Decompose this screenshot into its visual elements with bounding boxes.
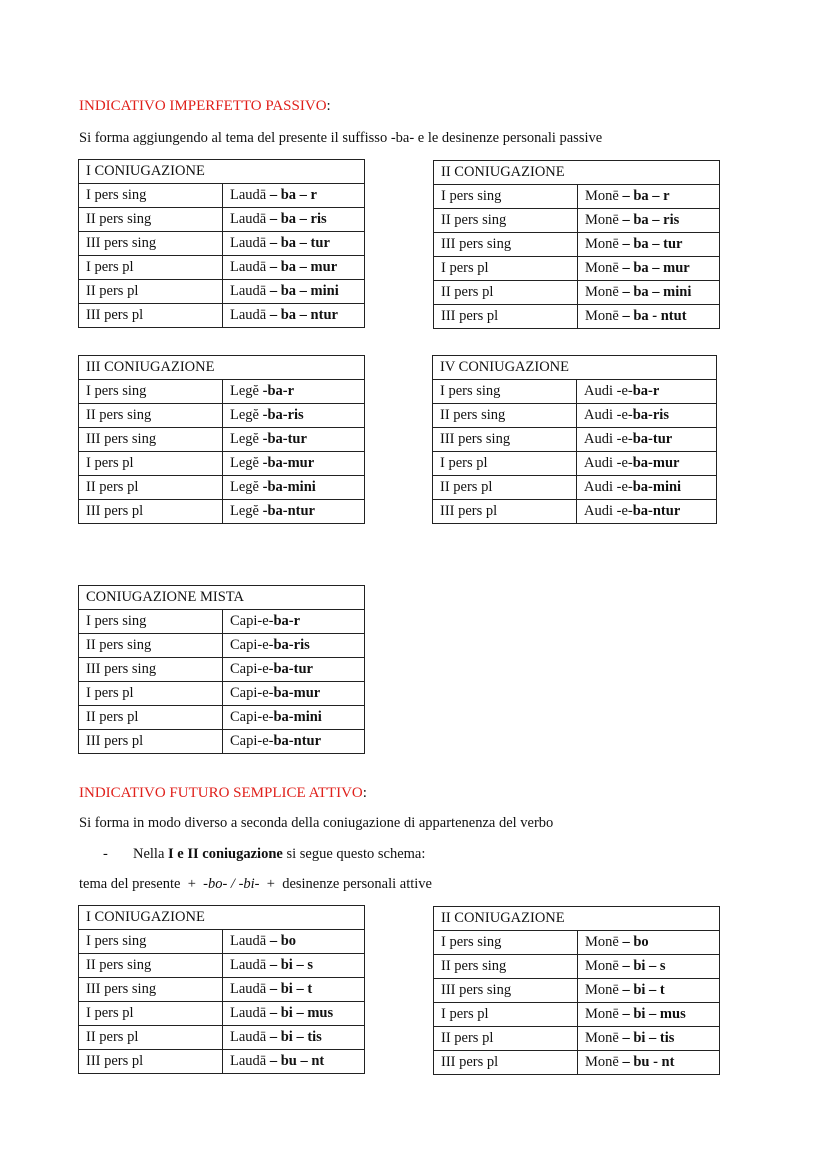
table-row xyxy=(434,305,720,329)
stem-text: Capi-e- xyxy=(230,613,274,629)
bullet-post: si segue questo schema: xyxy=(282,846,426,862)
ending-text: – ba – r xyxy=(266,187,317,203)
form-cell xyxy=(223,706,365,730)
ending-text: -ba-ntur xyxy=(262,503,315,519)
table-row xyxy=(434,1003,720,1027)
table-header-row xyxy=(79,586,365,610)
stem-text: Audi -e- xyxy=(584,407,633,423)
table-row xyxy=(79,208,365,232)
form-cell xyxy=(578,305,720,329)
ending-text: – ba – mur xyxy=(266,259,338,275)
table-header-row xyxy=(434,161,720,185)
ending-text: ba-r xyxy=(632,383,660,399)
ending-text: – bu - nt xyxy=(618,1054,675,1070)
person-cell: III pers sing xyxy=(434,979,578,1003)
person-cell: III pers pl xyxy=(434,1051,578,1075)
person-cell: II pers sing xyxy=(79,208,223,232)
ending-text: ba-ris xyxy=(273,637,310,653)
form-cell xyxy=(223,380,365,404)
table-row xyxy=(434,185,720,209)
scheme-b: -bo- / -bi- xyxy=(203,876,260,892)
person-cell: I pers pl xyxy=(434,257,578,281)
ending-text: ba-tur xyxy=(273,661,313,677)
form-cell xyxy=(223,184,365,208)
ending-text: – bo xyxy=(618,934,649,950)
table-title: III CONIUGAZIONE xyxy=(79,356,365,380)
form-cell xyxy=(223,978,365,1002)
stem-text: Monē xyxy=(585,260,619,276)
ending-text: ba-mini xyxy=(273,709,322,725)
table-row xyxy=(434,281,720,305)
stem-text: Monē xyxy=(585,308,619,324)
person-cell: I pers sing xyxy=(79,184,223,208)
scheme-c: + desinenze personali attive xyxy=(259,876,432,892)
table-row xyxy=(79,1050,365,1074)
table-row xyxy=(79,954,365,978)
futuro-table-2 xyxy=(433,906,720,1075)
stem-text: Monē xyxy=(585,212,619,228)
person-cell: III pers sing xyxy=(433,428,577,452)
form-cell xyxy=(577,500,717,524)
table-row xyxy=(434,1051,720,1075)
section2-heading-text: INDICATIVO FUTURO SEMPLICE ATTIVO xyxy=(79,785,363,801)
bullet-dash: - xyxy=(103,846,108,862)
person-cell: III pers pl xyxy=(433,500,577,524)
form-cell xyxy=(223,208,365,232)
ending-text: – ba - ntut xyxy=(618,308,687,324)
form-cell xyxy=(223,682,365,706)
table-row xyxy=(79,730,365,754)
table-row xyxy=(433,428,717,452)
form-cell xyxy=(223,634,365,658)
form-cell xyxy=(577,404,717,428)
ending-text: – bi – tis xyxy=(618,1030,675,1046)
table-row xyxy=(433,476,717,500)
table-row xyxy=(434,209,720,233)
form-cell xyxy=(223,1002,365,1026)
table-title: I CONIUGAZIONE xyxy=(79,160,365,184)
table-header-row xyxy=(79,160,365,184)
form-cell xyxy=(578,233,720,257)
stem-text: Monē xyxy=(585,1054,619,1070)
table-row xyxy=(79,476,365,500)
stem-text: Laudā xyxy=(230,235,267,251)
person-cell: II pers pl xyxy=(79,1026,223,1050)
person-cell: I pers sing xyxy=(79,930,223,954)
section2-description: Si forma in modo diverso a seconda della coniugazione di appartenenza del verbo xyxy=(79,815,554,831)
stem-text: Laudā xyxy=(230,187,267,203)
table-title: II CONIUGAZIONE xyxy=(434,161,720,185)
ending-text: ba-r xyxy=(273,613,301,629)
table-row xyxy=(434,257,720,281)
ending-text: ba-mur xyxy=(273,685,321,701)
person-cell: III pers pl xyxy=(79,304,223,328)
ending-text: – ba – r xyxy=(618,188,670,204)
table-row xyxy=(79,232,365,256)
person-cell: II pers pl xyxy=(79,280,223,304)
form-cell xyxy=(223,610,365,634)
table-row xyxy=(79,304,365,328)
stem-text: Monē xyxy=(585,1030,619,1046)
table-title: II CONIUGAZIONE xyxy=(434,907,720,931)
form-cell xyxy=(578,979,720,1003)
ending-text: -ba-tur xyxy=(262,431,307,447)
ending-text: – ba – ntur xyxy=(266,307,338,323)
stem-text: Laudā xyxy=(230,211,267,227)
person-cell: I pers pl xyxy=(79,682,223,706)
person-cell: I pers pl xyxy=(434,1003,578,1027)
ending-text: – ba – ris xyxy=(266,211,327,227)
form-cell xyxy=(577,452,717,476)
futuro-table-1 xyxy=(78,905,365,1074)
form-cell xyxy=(223,954,365,978)
stem-text: Legĕ xyxy=(230,407,263,423)
stem-text: Audi -e- xyxy=(584,503,633,519)
stem-text: Capi-e- xyxy=(230,709,274,725)
table-row xyxy=(79,930,365,954)
ending-text: ba-mini xyxy=(632,479,682,495)
stem-text: Audi -e- xyxy=(584,455,633,471)
ending-text: – ba – tur xyxy=(266,235,330,251)
form-cell xyxy=(578,209,720,233)
stem-text: Audi -e- xyxy=(584,479,633,495)
stem-text: Capi-e- xyxy=(230,637,274,653)
ending-text: – bi – s xyxy=(618,958,666,974)
form-cell xyxy=(223,1050,365,1074)
ending-text: ba-ris xyxy=(632,407,669,423)
person-cell: II pers sing xyxy=(79,634,223,658)
imperf-table-3 xyxy=(78,355,365,524)
person-cell: III pers sing xyxy=(79,978,223,1002)
form-cell xyxy=(578,185,720,209)
table-row xyxy=(79,610,365,634)
scheme-a: tema del presente + xyxy=(79,876,204,892)
ending-text: – bi – mus xyxy=(618,1006,686,1022)
stem-text: Capi-e- xyxy=(230,685,274,701)
stem-text: Monē xyxy=(585,284,619,300)
person-cell: II pers pl xyxy=(79,706,223,730)
person-cell: III pers sing xyxy=(79,232,223,256)
person-cell: I pers sing xyxy=(434,931,578,955)
ending-text: – bi – t xyxy=(266,981,313,997)
stem-text: Laudā xyxy=(230,981,267,997)
table-row xyxy=(79,452,365,476)
bullet-item xyxy=(103,846,425,863)
person-cell: III pers pl xyxy=(79,1050,223,1074)
ending-text: – bi – s xyxy=(266,957,313,973)
person-cell: II pers pl xyxy=(79,476,223,500)
form-cell xyxy=(577,476,717,500)
table-row xyxy=(79,682,365,706)
ending-text: – ba – mini xyxy=(266,283,339,299)
table-row xyxy=(79,978,365,1002)
person-cell: III pers pl xyxy=(434,305,578,329)
person-cell: I pers pl xyxy=(79,1002,223,1026)
form-cell xyxy=(223,476,365,500)
ending-text: ba-ntur xyxy=(273,733,322,749)
ending-text: – bi – mus xyxy=(266,1005,334,1021)
table-header-row xyxy=(434,907,720,931)
stem-text: Capi-e- xyxy=(230,661,274,677)
scheme-line xyxy=(79,876,432,893)
stem-text: Laudā xyxy=(230,1005,267,1021)
ending-text: ba-ntur xyxy=(632,503,681,519)
bullet-pre: Nella xyxy=(133,846,169,862)
section2-heading-colon: : xyxy=(362,785,367,801)
table-title: IV CONIUGAZIONE xyxy=(433,356,717,380)
person-cell: II pers sing xyxy=(434,209,578,233)
form-cell xyxy=(578,281,720,305)
ending-text: – ba – tur xyxy=(618,236,683,252)
stem-text: Audi -e- xyxy=(584,383,633,399)
ending-text: -ba-r xyxy=(262,383,295,399)
table-row xyxy=(434,233,720,257)
stem-text: Audi -e- xyxy=(584,431,633,447)
person-cell: III pers sing xyxy=(434,233,578,257)
table-row xyxy=(433,452,717,476)
form-cell xyxy=(223,428,365,452)
ending-text: ba-mur xyxy=(632,455,680,471)
section2-heading xyxy=(79,785,367,802)
table-row xyxy=(79,1002,365,1026)
stem-text: Legĕ xyxy=(230,383,263,399)
imperf-table-1 xyxy=(78,159,365,328)
person-cell: I pers pl xyxy=(79,452,223,476)
person-cell: I pers pl xyxy=(79,256,223,280)
form-cell xyxy=(578,955,720,979)
stem-text: Monē xyxy=(585,188,619,204)
section1-heading xyxy=(79,98,331,115)
ending-text: – bo xyxy=(266,933,297,949)
form-cell xyxy=(577,380,717,404)
stem-text: Laudā xyxy=(230,933,267,949)
ending-text: – bi – tis xyxy=(266,1029,322,1045)
stem-text: Monē xyxy=(585,934,619,950)
person-cell: III pers sing xyxy=(79,428,223,452)
form-cell xyxy=(223,658,365,682)
form-cell xyxy=(223,404,365,428)
table-row xyxy=(79,706,365,730)
form-cell xyxy=(578,1027,720,1051)
person-cell: I pers sing xyxy=(79,610,223,634)
table-title: CONIUGAZIONE MISTA xyxy=(79,586,365,610)
person-cell: I pers sing xyxy=(433,380,577,404)
table-row xyxy=(79,428,365,452)
stem-text: Monē xyxy=(585,982,619,998)
form-cell xyxy=(223,930,365,954)
table-row xyxy=(79,500,365,524)
table-row xyxy=(79,1026,365,1050)
ending-text: – ba – mini xyxy=(618,284,692,300)
imperf-table-2 xyxy=(433,160,720,329)
table-row xyxy=(79,404,365,428)
stem-text: Legĕ xyxy=(230,455,263,471)
form-cell xyxy=(578,1003,720,1027)
form-cell xyxy=(223,280,365,304)
ending-text: – ba – ris xyxy=(618,212,680,228)
stem-text: Monē xyxy=(585,958,619,974)
ending-text: -ba-mini xyxy=(262,479,316,495)
person-cell: I pers pl xyxy=(433,452,577,476)
stem-text: Laudā xyxy=(230,283,267,299)
person-cell: II pers pl xyxy=(433,476,577,500)
form-cell xyxy=(223,452,365,476)
stem-text: Monē xyxy=(585,236,619,252)
section1-heading-colon: : xyxy=(326,98,331,114)
table-row xyxy=(433,404,717,428)
person-cell: II pers sing xyxy=(79,954,223,978)
table-header-row xyxy=(79,356,365,380)
ending-text: -ba-ris xyxy=(262,407,304,423)
form-cell xyxy=(223,256,365,280)
table-row xyxy=(434,979,720,1003)
stem-text: Legĕ xyxy=(230,479,263,495)
table-row xyxy=(434,931,720,955)
table-row xyxy=(434,1027,720,1051)
imperf-table-mista xyxy=(78,585,365,754)
stem-text: Laudā xyxy=(230,1029,267,1045)
stem-text: Legĕ xyxy=(230,431,263,447)
table-row xyxy=(79,658,365,682)
stem-text: Legĕ xyxy=(230,503,263,519)
ending-text: – bu – nt xyxy=(266,1053,325,1069)
person-cell: I pers sing xyxy=(434,185,578,209)
form-cell xyxy=(578,257,720,281)
table-title: I CONIUGAZIONE xyxy=(79,906,365,930)
table-row xyxy=(79,184,365,208)
section1-description: Si forma aggiungendo al tema del presente il suffisso -ba- e le desinenze personali passive xyxy=(79,130,603,146)
table-row xyxy=(79,380,365,404)
person-cell: II pers sing xyxy=(79,404,223,428)
table-header-row xyxy=(433,356,717,380)
stem-text: Capi-e- xyxy=(230,733,274,749)
person-cell: III pers pl xyxy=(79,500,223,524)
stem-text: Laudā xyxy=(230,1053,267,1069)
form-cell xyxy=(578,1051,720,1075)
ending-text: ba-tur xyxy=(632,431,673,447)
stem-text: Laudā xyxy=(230,259,267,275)
stem-text: Monē xyxy=(585,1006,619,1022)
form-cell xyxy=(223,730,365,754)
table-row xyxy=(79,280,365,304)
table-row xyxy=(434,955,720,979)
form-cell xyxy=(223,500,365,524)
table-header-row xyxy=(79,906,365,930)
table-row xyxy=(433,500,717,524)
ending-text: – bi – t xyxy=(618,982,665,998)
table-row xyxy=(79,256,365,280)
person-cell: II pers pl xyxy=(434,281,578,305)
person-cell: I pers sing xyxy=(79,380,223,404)
form-cell xyxy=(223,304,365,328)
person-cell: II pers sing xyxy=(433,404,577,428)
ending-text: – ba – mur xyxy=(618,260,690,276)
bullet-bold: I e II coniugazione xyxy=(168,846,283,862)
stem-text: Laudā xyxy=(230,307,267,323)
ending-text: -ba-mur xyxy=(262,455,315,471)
table-row xyxy=(79,634,365,658)
stem-text: Laudā xyxy=(230,957,267,973)
table-row xyxy=(433,380,717,404)
section1-heading-text: INDICATIVO IMPERFETTO PASSIVO xyxy=(79,98,327,114)
form-cell xyxy=(577,428,717,452)
form-cell xyxy=(223,232,365,256)
form-cell xyxy=(578,931,720,955)
person-cell: II pers sing xyxy=(434,955,578,979)
person-cell: II pers pl xyxy=(434,1027,578,1051)
imperf-table-4 xyxy=(432,355,717,524)
person-cell: III pers sing xyxy=(79,658,223,682)
person-cell: III pers pl xyxy=(79,730,223,754)
form-cell xyxy=(223,1026,365,1050)
